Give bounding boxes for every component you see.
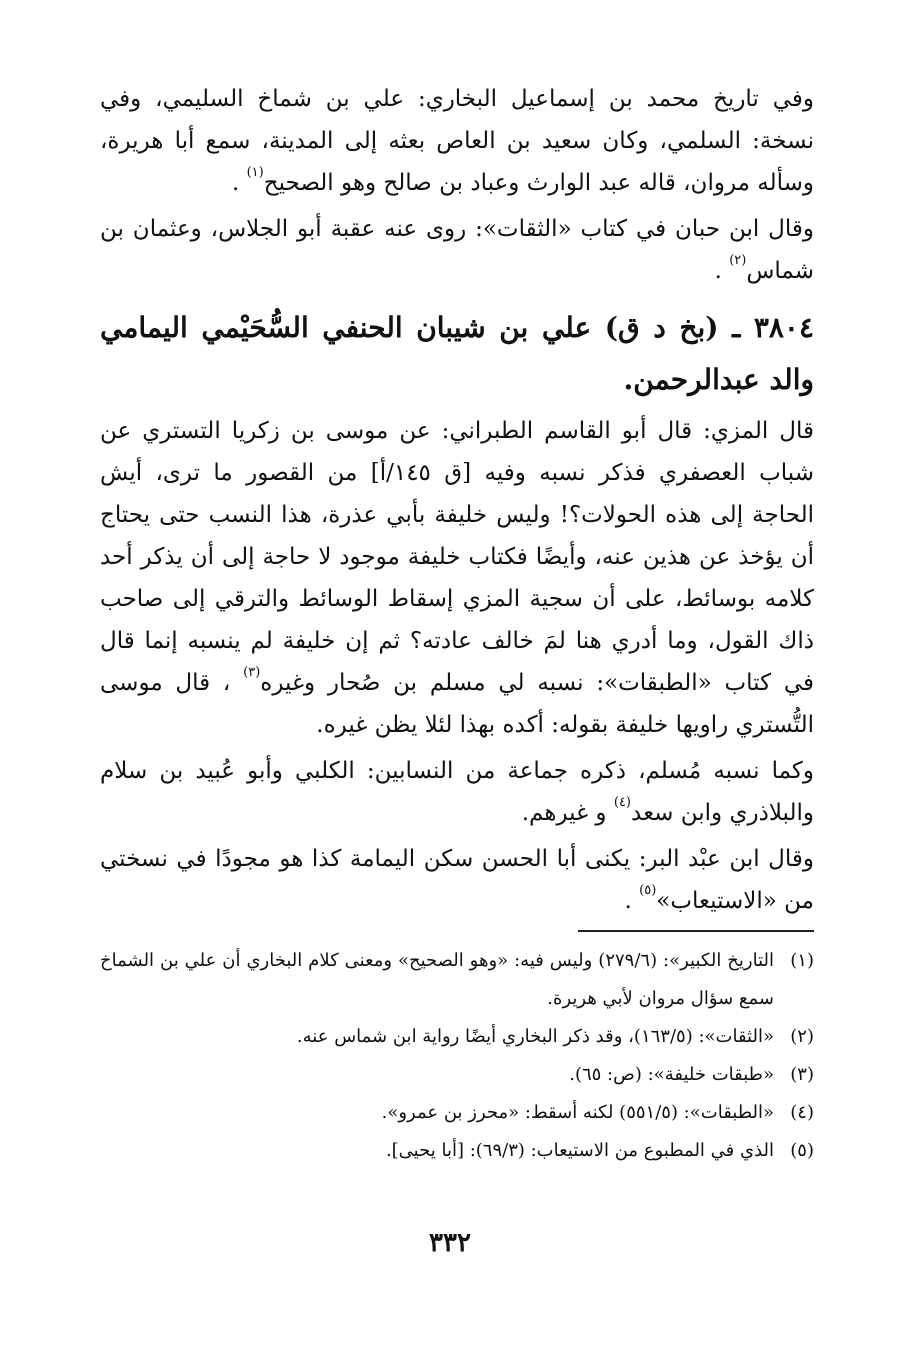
page-number: ٣٣٢: [429, 1228, 471, 1258]
paragraph-nasab: [100, 750, 814, 834]
paragraph-ibn-hibban-text: وقال ابن حبان في كتاب «الثقات»: روى عنه عقبة أبو الجلاس، وعثمان بن شماس: [100, 216, 814, 284]
footnote-item: [100, 1094, 814, 1132]
paragraph-ibn-abd-al-barr: [100, 838, 814, 922]
footnote-item: [100, 1056, 814, 1094]
footnote-item: [100, 942, 814, 1018]
footnote-ref-1[interactable]: (١): [246, 165, 264, 180]
page-body: [100, 72, 814, 1161]
footnote-text: «طبقات خليفة»: (ص: ٦٥).: [569, 1064, 774, 1085]
footnote-text: التاريخ الكبير»: (٢٧٩/٦) وليس فيه: «وهو الصحيح» ومعنى كلام البخاري أن علي بن الشماخ سمع سؤال مروان لأبي هريرة.: [100, 950, 774, 1009]
footnote-number: (٢): [790, 1026, 814, 1047]
paragraph-ibn-abd-al-barr-end: .: [624, 888, 640, 914]
paragraph-mizzi-text: قال المزي: قال أبو القاسم الطبراني: عن موسى بن زكريا التستري عن شباب العصفري فذكر نسبه وفيه [ق ١٤٥/أ] من القصور ما ترى، أيش الحاجة إلى هذه الحولات؟! وليس خليفة بأبي عذرة، هذا النسب حتى يحتاج أن يؤخذ عن هذين عنه، وأيضًا فكتاب خليفة موجود لا حاجة إلى أن يذكر أحد كلامه بوسائط، على أن سجية المزي إسقاط الوسائط والترقي إلى صاحب ذاك القول، وما أدري هنا لمَ خالف عادته؟ ثم إن خليفة لم ينسبه إنما قال في كتاب «الطبقات»: نسبه لي مسلم بن صُحار وغيره: [100, 418, 814, 696]
paragraph-ibn-abd-al-barr-text: وقال ابن عبْد البر: يكنى أبا الحسن سكن اليمامة كذا هو مجودًا في نسختي من «الاستيعاب»: [100, 846, 814, 914]
footnote-number: (٥): [790, 1140, 814, 1161]
entry-heading: ٣٨٠٤ ـ (بخ د ق) علي بن شيبان الحنفي السُّحَيْمي اليمامي والد عبدالرحمن.: [100, 311, 814, 396]
footnote-divider: [578, 930, 814, 932]
paragraph-ibn-hibban: [100, 208, 814, 292]
paragraph-nasab-text: وكما نسبه مُسلم، ذكره جماعة من النسابين: الكلبي وأبو عُبيد بن سلام والبلاذري وابن سعد: [100, 758, 814, 826]
paragraph-mizzi-end: ، قال موسى التُّستري راويها خليفة بقوله: أكده بهذا لئلا يظن غيره.: [100, 670, 814, 738]
footnote-number: (١): [790, 950, 814, 971]
footnote-ref-5[interactable]: (٥): [639, 883, 657, 898]
footnote-item: [100, 1132, 814, 1170]
paragraph-bukhari-end: .: [231, 170, 247, 196]
footnote-ref-3[interactable]: (٣): [243, 665, 261, 680]
footnote-text: الذي في المطبوع من الاستيعاب: (٦٩/٣): [أبا يحيى].: [385, 1140, 774, 1161]
footnote-number: (٣): [790, 1064, 814, 1085]
paragraph-nasab-end: و غيرهم.: [521, 800, 614, 826]
footnote-ref-2[interactable]: (٢): [729, 253, 747, 268]
footnote-item: [100, 1018, 814, 1056]
footnote-text: «الثقات»: (١٦٣/٥)، وقد ذكر البخاري أيضًا رواية ابن شماس عنه.: [296, 1026, 774, 1047]
footnotes-section: [100, 942, 814, 1170]
footnote-number: (٤): [790, 1102, 814, 1123]
paragraph-mizzi: [100, 410, 814, 746]
paragraph-bukhari-text: وفي تاريخ محمد بن إسماعيل البخاري: علي بن شماخ السليمي، وفي نسخة: السلمي، وكان سعيد بن العاص بعثه إلى المدينة، سمع أبا هريرة، وسأله مروان، قاله عبد الوارث وعباد بن صالح وهو الصحيح: [100, 86, 814, 196]
paragraph-bukhari: [100, 78, 814, 204]
footnote-text: «الطبقات»: (٥٥١/٥) لكنه أسقط: «محرز بن عمرو».: [381, 1102, 774, 1123]
paragraph-ibn-hibban-end: .: [714, 258, 730, 284]
footnote-ref-4[interactable]: (٤): [613, 795, 631, 810]
